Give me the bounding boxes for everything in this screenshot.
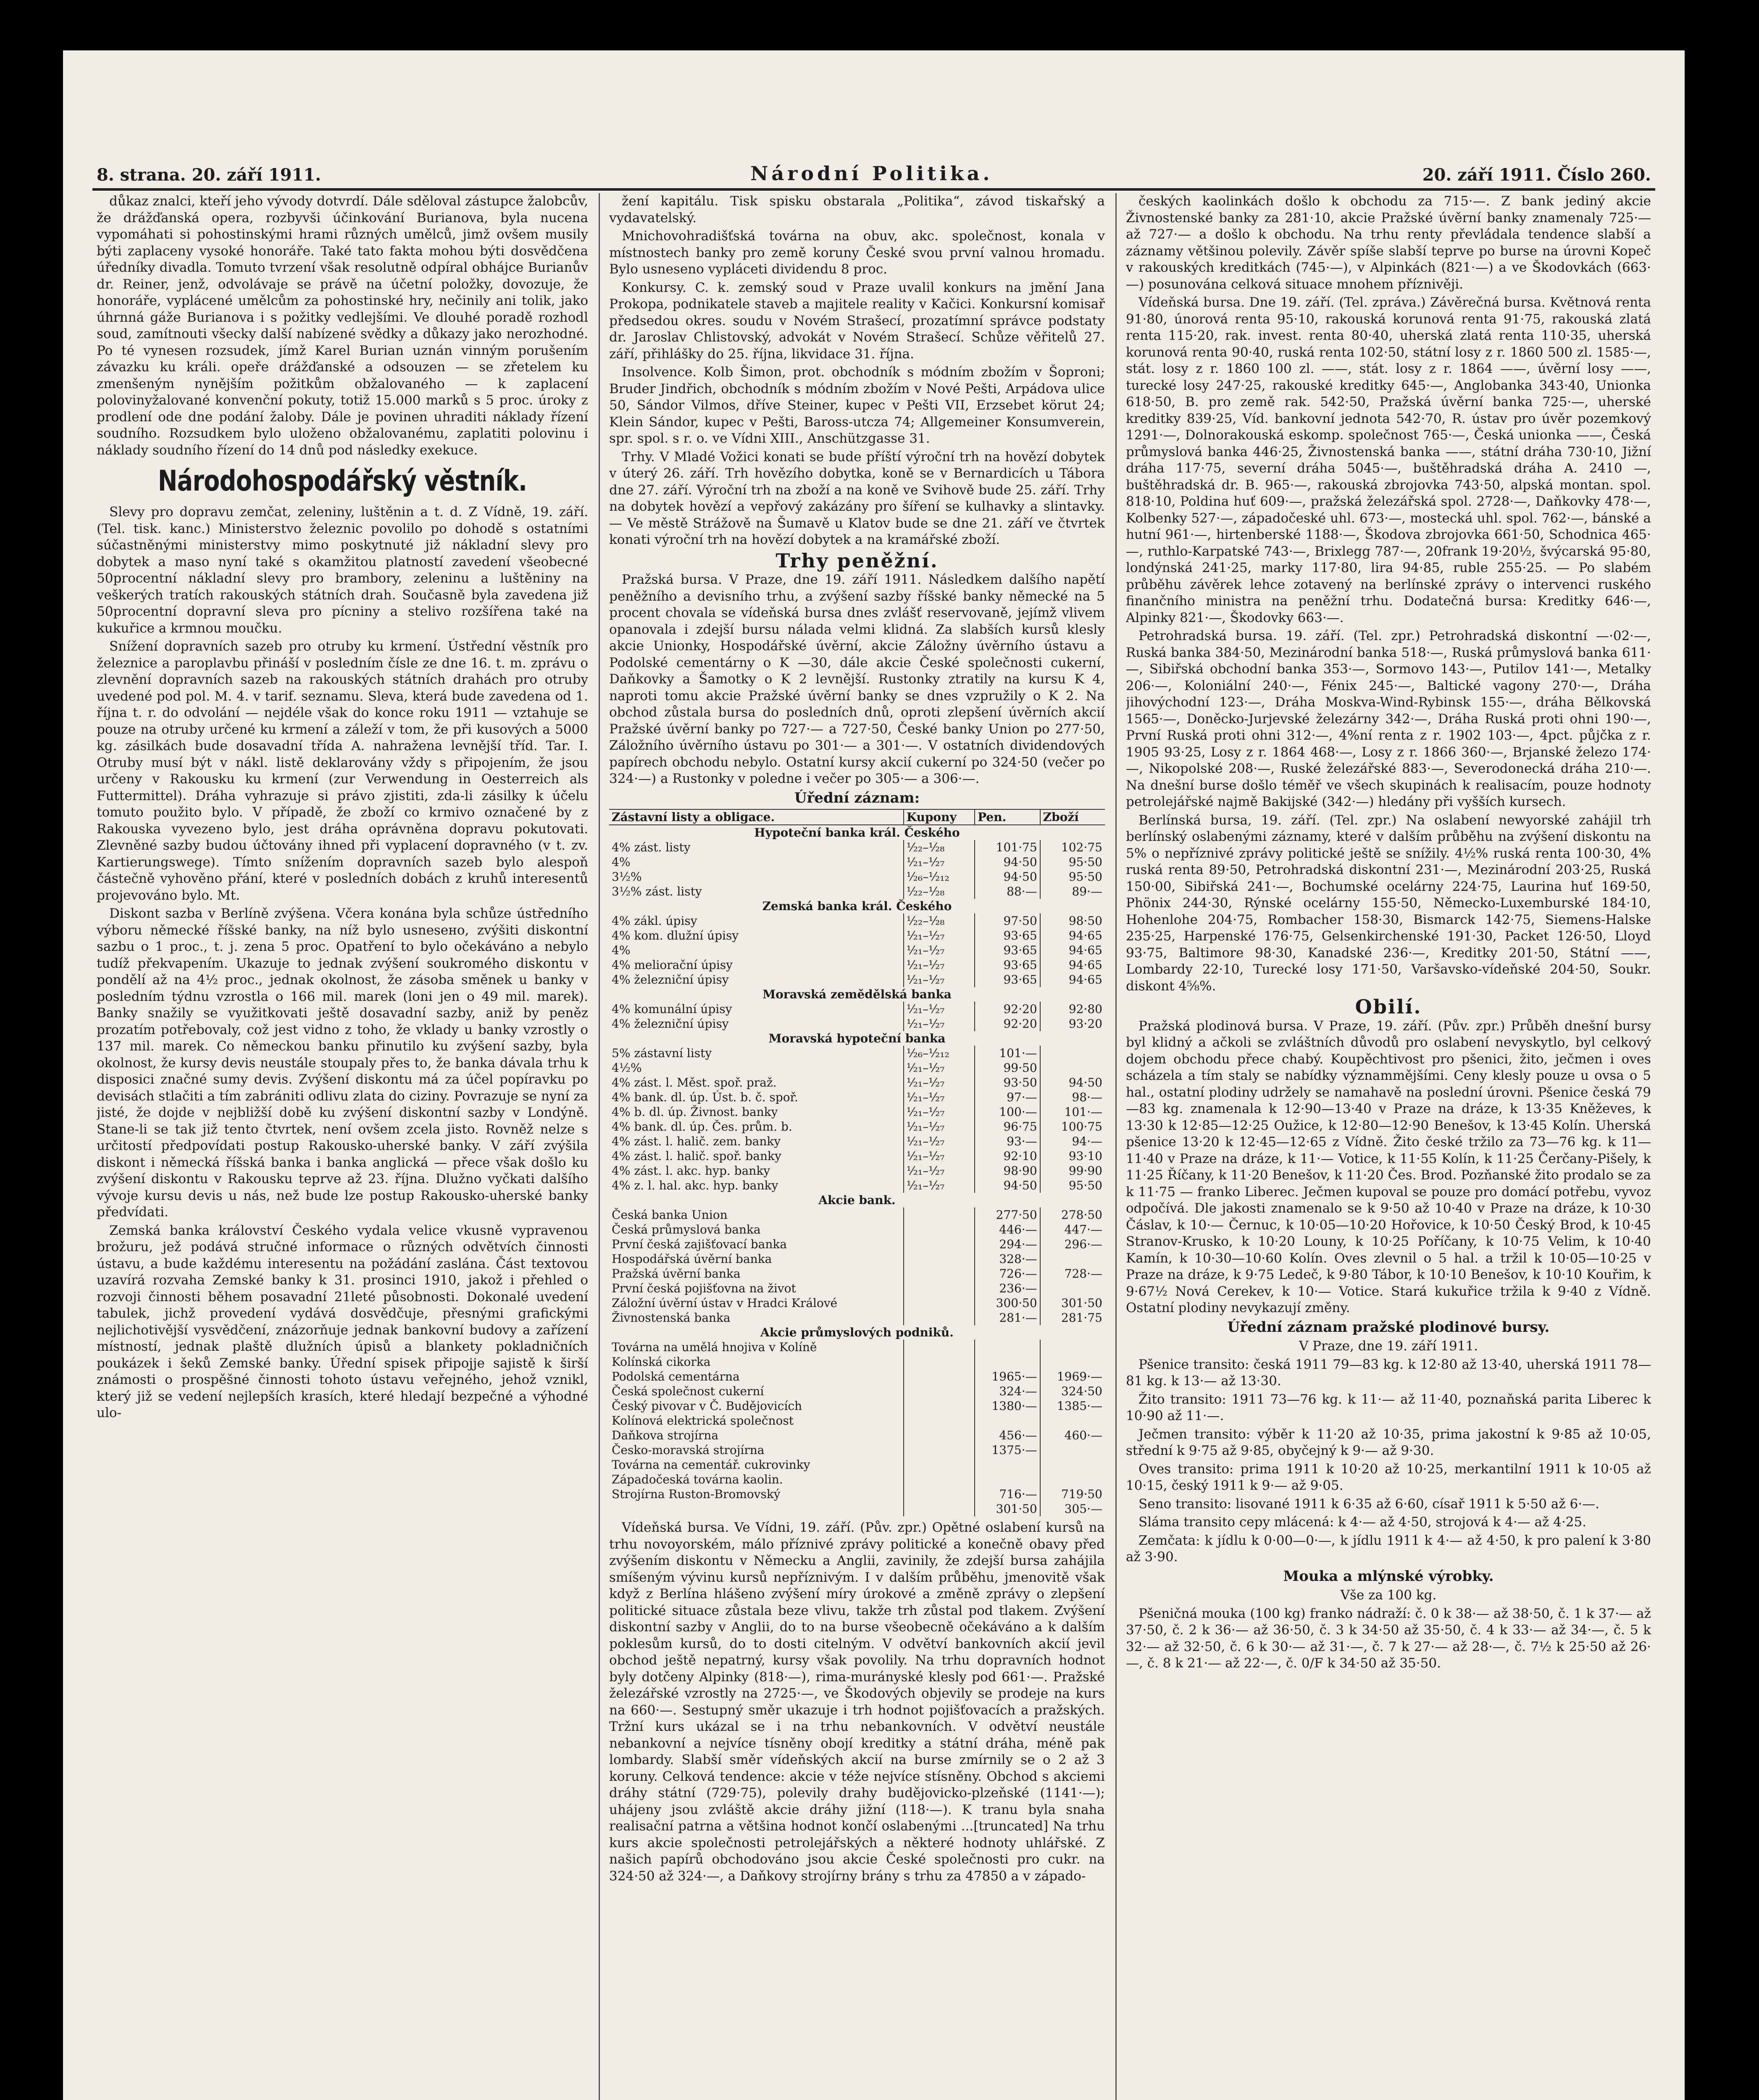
table-row [609,1149,1105,1163]
cell-bid: 93·65 [975,928,1040,943]
cell-bid: 97·50 [975,914,1040,928]
article-berlin-discount: Diskont sazba v Berlíně zvýšena. Včera konána byla schůze ústředního výboru německé říšské banky, na níž bylo usnesено, zvýšiti diskontní sazbu o 1 proc., t. j. zena 5 proc. Opatření to bylo očekáváno a nebylo tudíž překvapením. Ukazuje to jednak zvýšení soukromého diskontu v pondělí až na 4½ proc., jednak okolnost, že zásoba směnek u banky v posledním týdnu vzrostla o 166 mil. marek (loni jen o 49 mil. marek). Banky snažily se využitkovati ještě dosavadní sazby, aniž by peněz prozatím potřebovaly, což jest vidno z toho, že vklady u banky vzrostly o 137 mil. marek. Co německou banku přinutilo ku zvýšení sazby, byla okolnost, že kursy devis neustále stoupaly přes to, že banka dávala trhu k disposici značné sumy devis. Zvýšení diskontu má za účel popíravku po devisách stlačiti a tím zabrániti odlivu zlata do ciziny. Povrazuje se nyní za jisté, že dojde v nejbližší době ku zvýšení diskontní sazby v Londýně. Stane-li se tak již tento čtvrtek, není ovšem zcela jisto. Rovněž nelze s určitostí předpovídati postup Rakousko-uherské banky. V září zvýšila diskont i německá říšská banka i banka anglická — přece však došlo ku zvýšení diskontu v Rakousku teprve až 23. října. Dlužno vyčkati dalšího vývoje kursu devis u nás, než bude lze postup Rakousko-uherské banky předvídati. [97,906,588,1220]
cell-ask: 447·— [1040,1222,1105,1237]
column-3 [1126,193,1651,2100]
cell-coupon: ½₁–½₇ [904,1119,975,1134]
cell-coupon [904,1457,975,1472]
cell-bid: 92·20 [975,1016,1040,1031]
cell-name: 4% zákl. úpisy [612,914,697,928]
cell-ask [1040,1413,1105,1428]
heading-flour: Mouka a mlýnské výrobky. [1283,1567,1494,1585]
cell-bid: 726·— [975,1266,1040,1281]
cell-coupon: ½₁–½₇ [904,1178,975,1193]
cell-bid: 281·— [975,1310,1040,1325]
cell-name: 4% zást. l. akc. hyp. banky [612,1164,770,1178]
table-row [609,1266,1105,1281]
table-row [609,1002,1105,1016]
cell-bid: 99·50 [975,1060,1040,1075]
cell-bid: 1375·— [975,1443,1040,1457]
cell-bid: 716·— [975,1487,1040,1502]
cell-coupon: ½₂–½₈ [904,914,975,928]
cell-coupon: ½₁–½₇ [904,972,975,987]
cell-coupon: ½₁–½₇ [904,1149,975,1163]
group-label: Akcie bank. [818,1193,896,1207]
record-potatoes: Zemčata: k jídlu k 0·00—0·—, k jídlu 1911 k 4·— až 4·50, k pro palení k 3·80 až 3·90. [1126,1533,1651,1564]
page-header [97,155,1651,185]
cell-name: 4% [612,943,631,957]
cell-coupon: ½₁–½₇ [904,928,975,943]
article-insolvencies: Insolvence. Kolb Šimon, prot. obchodník s módním zbožím v Šoproni; Bruder Jindřich, obchodník s módním zbožím v Nové Pešti, Arpádova ulice 50, Sándor Vilmos, dříve Steiner, kupec v Pešti VII, Erzsebet körut 24; Klein Sándor, kupec v Pešti, Baross-utcza 74; Allgemeiner Konsumverein, spr. spol. s r. o. ve Vídni XIII., Anschützgasse 31. [609,365,1105,446]
cell-name: 4% zást. l. Měst. spoř. praž. [612,1076,777,1089]
cell-ask: 301·50 [1040,1296,1105,1310]
cell-bid: 93·50 [975,1075,1040,1090]
cell-ask [1040,1046,1105,1060]
cell-coupon: ½₁–½₇ [904,1075,975,1090]
cell-coupon: ½₆–½₁₂ [904,869,975,884]
table-row [609,1369,1105,1384]
masthead-title: Národní Politika. [750,162,993,185]
cell-name: 4% železniční úpisy [612,1017,729,1031]
cell-name: 4% meliorační úpisy [612,958,733,972]
group-label: Moravská hypoteční banka [768,1032,946,1045]
column-2 [609,193,1105,2100]
article-prague-bourse: Pražská bursa. V Praze, dne 19. září 1911. Následkem dalšího napětí peněžního a devisního trhu, a zvýšení sazby říšské banky německé na 5 procent chovala se vídeňská bursa dnes zvlášť reservovaně, jejímž vlivem opanovala i zdejší bursu nálada velmi klidná. Za slabších kursů klesly akcie Unionky, Hospodářské úvěrní, akcie Záložny úvěrního ústavu a Podolské cementárny o K —30, dále akcie České společnosti cukerní, Daňkovky a Šamotky o K 2 levnější. Rustonky ztratily na kursu K 4, naproti tomu akcie Pražské úvěrní banky se dnes vzpružily o K 2. Na obchod zůstala bursa do posledních dnů, oproti zlepšení úvěrních akcií Pražské úvěrní banky po 727·— a 727·50, České banky Union po 277·50, Záložního úvěrního ústavu po 301·— a 301·—. V ostatních dividendových papírech obchodu nebylo. Ostatní kursy akcií cukerní po 324·50 (večer po 324·—) a Rustonky v poledne i večer po 305·— a 306·—. [609,572,1105,786]
cell-name: 4% komunální úpisy [612,1002,732,1016]
cell-name: První česká pojišťovna na život [612,1281,796,1295]
cell-bid: 93·65 [975,943,1040,958]
table-row [609,1443,1105,1457]
cell-bid [975,1413,1040,1428]
cell-bid: 101·75 [975,840,1040,855]
cell-bid: 301·50 [975,1502,1040,1516]
cell-ask: 95·50 [1040,855,1105,869]
table-row [609,914,1105,928]
cell-coupon [904,1340,975,1354]
cell-bid: 277·50 [975,1208,1040,1222]
table-row [609,1090,1105,1105]
cell-coupon [904,1413,975,1428]
cell-ask: 93·20 [1040,1016,1105,1031]
cell-ask: 100·75 [1040,1119,1105,1134]
table-group-row [609,987,1105,1002]
table-row [609,1163,1105,1178]
cell-ask: 95·50 [1040,869,1105,884]
table-row [609,1060,1105,1075]
column-1 [97,193,588,2100]
th-name: Zástavní listy a obligace. [609,809,904,825]
cell-coupon: ½₁–½₇ [904,1105,975,1119]
section-title-economy: Národohospodářský věstník. [158,465,527,498]
record-barley: Ječmen transito: výběr k 11·20 až 10·35, prima jakostní k 9·85 až 10·05, střední k 9·75 až 9·85, obyčejný k 9·— až 9·30. [1126,1426,1651,1458]
cell-coupon [904,1281,975,1296]
record-rye: Žito transito: 1911 73—76 kg. k 11·— až 11·40, poznaňská parita Liberec k 10·90 až 11·—. [1126,1391,1651,1423]
cell-coupon [904,1208,975,1222]
table-row [609,1046,1105,1060]
cell-name: První česká zajišťovací banka [612,1237,787,1251]
cell-name: 4% b. dl. úp. Živnost. banky [612,1105,778,1119]
cell-ask [1040,1340,1105,1354]
article-vienna-continued: českých kaolinkách došlo k obchodu za 715·—. Z bank jediný akcie Živnostenské banky za 281·10, akcie Pražské úvěrní banky znamenaly 725·— až 727·— a došlo k obchodu. Na trhu renty převládala tendence slabší a záznamy většinou polevily. Závěr spíše slabší teprve po burse na úrovni Kopeč v rakouských kreditkách (745·—), v Alpinkách (821·—) a ve Škodovkách (663·—) posunována celková situace mnohem příznivěji. [1126,194,1651,292]
th-bid: Pen. [975,809,1040,825]
cell-ask: 94·65 [1040,943,1105,958]
table-row [609,943,1105,958]
table-group-row [609,899,1105,914]
table-row [609,1487,1105,1502]
cell-ask [1040,1060,1105,1075]
table-row [609,1134,1105,1149]
table-row [609,1016,1105,1031]
cell-ask: 94·65 [1040,972,1105,987]
cell-bid: 324·— [975,1384,1040,1399]
cell-ask: 296·— [1040,1237,1105,1252]
cell-name: Český pivovar v Č. Budějovicích [612,1399,802,1413]
cell-coupon [904,1222,975,1237]
table-row [609,1340,1105,1354]
group-label: Akcie průmyslových podniků. [760,1326,954,1339]
cell-name: 4% zást. l. halič. zem. banky [612,1134,781,1148]
cell-name [609,1502,904,1516]
flour-unit-note: Vše za 100 kg. [1340,1588,1437,1603]
cell-name: 4% z. l. hal. akc. hyp. banky [612,1179,778,1192]
header-right: 20. září 1911. Číslo 260. [1422,165,1651,185]
cell-ask: 102·75 [1040,840,1105,855]
cell-bid: 92·10 [975,1149,1040,1163]
table-row [609,1428,1105,1443]
cell-ask [1040,1281,1105,1296]
cell-bid: 94·50 [975,855,1040,869]
cell-bid: 93·65 [975,972,1040,987]
cell-ask: 305·— [1040,1502,1105,1516]
cell-ask [1040,1354,1105,1369]
cell-coupon [904,1310,975,1325]
th-coupons: Kupony [904,809,975,825]
table-row [609,1472,1105,1487]
article-vienna-close: Vídeňská bursa. Dne 19. září. (Tel. zpráva.) Závěrečná bursa. Květnová renta 91·80, únorová renta 95·10, rakouská korunová renta 91·75, rakouská zlatá renta 115·20, rak. invest. renta 80·40, uherská zlatá renta 110·35, uherská korunová renta 90·40, ruská renta 102·50, státní losy z r. 1860 500 zl. 1585·—, stát. losy z r. 1860 100 zl. ——, stát. losy z r. 1864 ——, úvěrní losy ——, turecké losy 247·25, rakouské kreditky 645·—, Anglobanka 343·40, Unionka 618·50, B. pro země rak. 542·50, Pražská úvěrní banka 725·—, uherské kreditky 839·25, Víd. bankovní jednota 542·70, R. ústav pro úvěr pozemkový 1291·—, Dolnorakouská eskomp. společnost 765·—, Česká unionka ——, Česká průmyslová banka 446·25, Živnostenská banka ——, státní dráha 730·10, Jižní dráha 117·75, severní dráha 5045·—, buštěhradská dráha A. 2410 —, buštěhradská dr. B. 965·—, rakouská zbrojovka 743·50, alpská montan. spol. 818·10, Poldina huť 609·—, pražská železářská spol. 2728·—, Daňkovky 478·—, Kolbenky 527·—, západočeské uhl. 673·—, mostecká uhl. spol. 762·—, bánské a hutní 961·—, hirtenberské 1188·—, Škodova zbrojovka 661·50, Schodnica 465·—, ruthlo-Karpatské 743·—, Brixlegg 787·—, 20frank 19·20½, švýcarská 95·80, londýnská 241·25, marky 117·80, lira 94·85, ruble 255·25. — Po slabém průběhu závěrek lehce zotavený na berlínské zprávy o intervenci ruského finančního ministra na peněžní trhu. Dodatečná bursa: Kreditky 646·—, Alpinky 821·—, Škodovky 663·—. [1126,295,1651,625]
cell-coupon [904,1428,975,1443]
cell-ask: 101·— [1040,1105,1105,1119]
cell-coupon: ½₂–½₈ [904,840,975,855]
cell-name: Továrna na umělá ⁠hnojiva v Kolíně [612,1340,817,1354]
cell-name: Živnostenská banka [612,1311,731,1325]
cell-name: 4% kom. dlužní úpisy [612,929,739,942]
cell-ask: 94·65 [1040,928,1105,943]
header-rule [92,188,1655,191]
article-berlin-bourse: Berlínská bursa, 19. září. (Tel. zpr.) Na oslabení newyorské zahájil trh berlínský oslabenými záznamy, které v dalším průběhu na zvýšení diskontu na 5% o nepříznivé zprávy politické ještě se snížily. 4½% ruská renta 100·30, 4% ruská renta 89·50, Petrohradská diskontní 231·—, Mezinárodní 203·25, Ruská 150·00, Sibiřská 241·—, Bochumské ocelárny 224·75, Laurina huť 169·50, Phönix 244·30, Rýnské ocelárny 155·50, Německo-Luxemburské 184·10, Hohenlohe 204·75, Rombacher 158·30, Bismarck 142·75, Siemens-Halske 235·25, Harpenské 176·75, Gelsenkirchenské 191·30, Packet 126·50, Lloyd 93·75, Baltimore 98·30, Kanadské 236·—, Kreditky 201·50, Státní ——, Lombardy 22·10, Turecké losy 171·50, Varšavsko-vídeňské 204·50, Soukr. diskont 4⅝%. [1126,812,1651,994]
cell-coupon [904,1502,975,1516]
table-row [609,855,1105,869]
cell-ask: 1385·— [1040,1399,1105,1413]
cell-bid: 294·— [975,1237,1040,1252]
article-print-note: žení kapitálu. Tisk spisku obstarala „Politika“, závod tiskařský a vydavatelský. [609,194,1105,226]
cell-coupon: ½₁–½₇ [904,958,975,972]
cell-ask: 93·10 [1040,1149,1105,1163]
cell-name: Strojírna Ruston-Bromovský [612,1487,781,1501]
cell-name: 4% železniční úpisy [612,973,729,987]
table-row [609,1075,1105,1090]
cell-ask: 324·50 [1040,1384,1105,1399]
cell-name: Česká průmyslová banka [612,1223,761,1236]
cell-name: Kolínová elektrická společnost [612,1414,794,1428]
article-produce-bourse: Pražská plodinová bursa. V Praze, 19. září. (Pův. zpr.) Průběh dnešní bursy byl klidný a ačkoli se zvláštních důvodů pro oslabení nevyskytlo, byl celkový dojem obchodu přece chabý. Koupěchtivost pro pšenici, žito, ječmen i oves scházela a tím staly se nabídky význammějšími. Ceny klesly pouze u ovsa o 5 hal., ostatní plodiny udržely se namahavě na poslední úrovni. Pšenice česká 79—83 kg. znamenala k 12·90—13·40 v Praze na dráze, k 13·35 Kněževes, k 13·30 k 12·85—12·25 Oužice, k 12·80—12·90 Benešov, k 13·45 Kolín. Uherská pšenice 13·20 k 12·45—12·65 z Vídně. Žito české tržilo za 73—76 kg. k 11—11·40 v Praze na dráze, k 11·— Votice, k 11·55 Kolín, k 11·25 Čerčany-Pišely, k 11·25 Říčany, k 11·20 Benešov, k 11·20 Čes. Brod. Pozňanské žito prodalo se za k 11·75 — franko Liberec. Ječmen kupoval se pouze pro domácí potřebu, vyvoz odpočívá. Dle jakosti znamenalo se k 9·50 až 10·40 v Praze na dráze, k 10·30 Čáslav, k 10·— Černuc, k 10·05—10·20 Hořovice, k 10·50 Český Brod, k 10·45 Stranov-Krusko, k 10·20 Louny, k 10·25 Poříčany, k 10·75 Velim, k 10·40 Kamín, k 10·30—10·60 Kolín. Oves zlevnil o 5 hal. a tržil k 10·05—10·25 v Praze na dráze, k 9·75 Ledeč, k 9·80 Tábor, k 10·10 Benešov, k 10·10 Kouřim, k 9·67½ Nová Cerekev, k 10·— Votice. Stará kukuřice tržila k 9·40 z Vídně. Ostatní plodiny nevykazují změny. [1126,1018,1651,1315]
cell-bid: 446·— [975,1222,1040,1237]
cell-bid: 236·— [975,1281,1040,1296]
table-row [609,1502,1105,1516]
cell-name: Česká společnost cukerní [612,1384,764,1398]
table-row [609,1208,1105,1222]
cell-coupon [904,1296,975,1310]
table-row [609,1222,1105,1237]
table-row [609,1384,1105,1399]
heading-official-record: Úřední záznam: [794,789,920,806]
record-hay: Seno transito: lisované 1911 k 6·35 až 6·60, císař 1911 k 5·50 až 6·—. [1138,1496,1599,1512]
cell-name: 5% zástavní listy [612,1046,712,1060]
cell-coupon: ½₁–½₇ [904,1060,975,1075]
heading-money-markets: Trhy peněžní. [776,549,939,572]
cell-ask: 94·— [1040,1134,1105,1149]
table-row [609,958,1105,972]
cell-ask [1040,1443,1105,1457]
cell-ask [1040,1252,1105,1266]
table-group-row [609,825,1105,840]
table-row [609,1105,1105,1119]
group-label: Zemská banka král. Českého [762,899,952,913]
cell-name: Daňkova strojírna [612,1428,719,1442]
table-row [609,1119,1105,1134]
cell-ask: 98·50 [1040,914,1105,928]
table-row [609,884,1105,899]
table-row [609,1457,1105,1472]
cell-name: 4% bank. dl. úp. Čes. prům. b. [612,1120,792,1134]
article-land-bank: Zemská banka království Českého vydala velice vkusně vypravenou brožuru, jež podává stručné informace o různých odvětvích činnosti ústavu, a bude každému interesentu na požádání zaslána. Část textovou uzavírá rozvaha Zemské banky k 31. prosinci 1910, jakož i přehled o rozvoji činnosti během posavadní 21leté působnosti. Dokonalé uvedení tabulek, jichž provedení vydává dosvědčuje, přesnými grafickými nejlichotivější vysvědčení, znázorňuje jednak bankovní budovy a zařízení místností, jednak plaště dlužních úpisů a blankety pokladničních poukázek i šeků Zemské banky. Úřední spisek připojje sajistě k širší známosti o prospěšné činnosti tohoto ústavu veřejného, jehož vznikl, který již se vedení nejlepších krasích, které hledají bezpečné a výhodné ulo- [97,1223,588,1420]
cell-name: Hospodářská úvěrní banka [612,1252,772,1266]
cell-coupon [904,1472,975,1487]
record-wheat-flour: Pšeničná mouka (100 kg) franko nádraží: č. 0 k 38·— až 38·50, č. 1 k 37·— až 37·50, č. 2 k 36·— až 36·50, č. 3 k 34·50 až 35·50, č. 4 k 33·— až 34·—, č. 5 k 32·— až 32·50, č. 6 k 30·— až 31·—, č. 7 k 27·— až 28·—, č. 7½ k 25·50 až 26·—, č. 8 k 21·— až 22·—, č. 0/F k 34·50 až 35·50. [1126,1606,1651,1671]
record-oats: Oves transito: prima 1911 k 10·20 až 10·25, merkantilní 1911 k 10·05 až 10·15, český 1911 k 9·— až 9·05. [1126,1461,1651,1493]
cell-coupon: ½₆–½₁₂ [904,1046,975,1060]
table-row [609,1310,1105,1325]
cell-ask: 278·50 [1040,1208,1105,1222]
cell-ask: 92·80 [1040,1002,1105,1016]
cell-coupon: ½₁–½₇ [904,943,975,958]
cell-bid [975,1457,1040,1472]
article-vienna-bourse: Vídeňská bursa. Ve Vídni, 19. září. (Pův. zpr.) Opětné oslabení kursů na trhu novoyorském, málo příznivé zprávy politické a konečně obavy před zvýšením diskontu v Německu a Anglii, zavinily, že zdejší bursa zahájila smíšeným vývinu kursů nepříznivým. I v dalším průběhu, jmenovitě však když z Berlína hlášeno zvýšení míry úrokové a změně zprávy o zlepšení politické situace zůstala beze vlivu, takže trh zůstal pod tlakem. Zvýšení diskontní sazby v Anglii, do to na burse všeobecně očekáváno a k dalším poklesům kursů, do to dosti citelným. V odvětví bankovních akcií jevil obchod ještě nepatrný, kursy však povolily. Na trhu dopravních hodnot byly dotčeny Alpinky (818·—), rima-murányské klesly pod 661·—. Pražské železářské vzrostly na 2725·—, ve Škodových objevily se prodeje na kurs na 660·—. Sestupný směr ukazuje i trh hodnot pojišťovacích a pražských. Tržní kurs ukázal se i na trhu nebankovních. V odvětví neustále nebankovní a nejvíce tísněny obojí kreditky a státní dráha, méně pak lombardy. Slabší směr vídeňských akcií na burse zmírnily se o 2 až 3 koruny. Celková tendence: akcie v téže nejvíce stísněny. Obchod s akciemi dráhy státní (729·75), polevily drahy budějovicko-plzeňské (1141·—); uhájeny jsou zvláště akcie dráhy jižní (118·—). K tranu byla snaha realisační patrna a většina hodnot končí oslabenými ...[truncated] Na trhu kurs akcie společnosti petrolejářských a některé hodnoty uhlářské. Z našich papírů obchodováno jsou akcie České společnosti pro cukr. na 324·50 až 324·—, a Daňkovy strojírny brány s trhu za 47850 a v západo- [609,1520,1105,1884]
cell-coupon: ½₁–½₇ [904,1134,975,1149]
article-burian-verdict: důkaz znalci, kteří jeho vývody dotvrdí. Dále sděloval zástupce žalobcův, že drážďanská opera, rozbyvši účinkování Burianova, byla nucena vypomáhati si pohostinskými hrami různých umělců, jimž ovšem musily býti zaplaceny vysoké honoráře. Také tato fakta mohou býti dosvědčena úředníky divadla. Tomuto tvrzení však resolutně odpíral obhájce Burianův dr. Reiner, jenž, odvolávaje se právě na účetní položky, dovozuje, že honoráře, vyplácené umělcům za pohostinské hry, nečinily ani tolik, jako úhrnná gáže Burianova i s požitky vedlejšími. Ve dlouhé poradě rozhodl soud, zamítnouti všecky další nabízené svědky a důkazy jako nerozhodné. Po té vynesen rozsudek, jímž Karel Burian uznán vinným porušením závazku ku králi. opeře drážďanské a odsouzen — se zřetelem ku zmenšeným nynějším požitkům obžalovaného — k zaplacení polovinyžalované konvenční pokuty, totiž 15.000 marků s 5 proc. úroky z prodlení ode dne podání žaloby. Dále je povinen uhraditi náklady řízení soudního. Rozsudkem bylo uloženo obžalovanému, zaplatiti polovinu i náklady soudního řízení do 14 dnů pod následky exekuce. [97,194,588,458]
table-row [609,840,1105,855]
cell-name: 4% bank. dl. úp. Úst. b. č. spoř. [612,1090,798,1104]
cell-bid: 92·20 [975,1002,1040,1016]
column-divider-1 [599,193,600,2100]
cell-name: Továrna na cementář. cukrovinky [612,1458,810,1472]
table-row [609,1281,1105,1296]
cell-ask: 89·— [1040,884,1105,899]
cell-bid: 328·— [975,1252,1040,1266]
cell-ask: 1969·— [1040,1369,1105,1384]
table-row [609,928,1105,943]
cell-bid: 300·50 [975,1296,1040,1310]
cell-coupon [904,1354,975,1369]
cell-bid: 1965·— [975,1369,1040,1384]
table-row [609,1178,1105,1193]
cell-ask: 281·75 [1040,1310,1105,1325]
record-date: V Praze, dne 19. září 1911. [1299,1339,1478,1354]
cell-bid: 1380·— [975,1399,1040,1413]
cell-coupon [904,1252,975,1266]
column-divider-2 [1115,193,1117,2100]
cell-bid: 100·— [975,1105,1040,1119]
cell-bid: 93·65 [975,958,1040,972]
cell-coupon [904,1266,975,1281]
cell-ask: 728·— [1040,1266,1105,1281]
cell-name: 4% [612,855,631,869]
cell-name: Pražská úvěrní banka [612,1267,741,1281]
securities-table [609,809,1105,1516]
cell-name: 4% zást. l. halič. spoř. banky [612,1149,781,1163]
article-markets: Trhy. V Mladé Vožici konati se bude příští výroční trh na hovězí dobytek v úterý 26. září. Trh hovězího dobytka, koně se v Bernardicích u Tábora dne 27. září. Výroční trh na zboží a na koně ve Svihově bude 25. září. Trhy na dobytek hovězí a vepřový zakázány pro šíření se kulhavky a slintavky. — Ve městě Strážově na Šumavě u Klatov bude se dne 21. září ve čtvrtek konati výroční trh na hovězí dobytek a na kramářské zboží. [609,449,1105,547]
table-row [609,1399,1105,1413]
cell-bid: 88·— [975,884,1040,899]
cell-coupon [904,1399,975,1413]
cell-ask: 719·50 [1040,1487,1105,1502]
table-group-row [609,1031,1105,1046]
cell-name: 4½% [612,1061,642,1075]
heading-grain: Obilí. [1355,995,1422,1018]
cell-bid: 93·— [975,1134,1040,1149]
cell-coupon: ½₁–½₇ [904,855,975,869]
securities-table-header [609,809,1105,825]
cell-name: Česko-moravská strojírna [612,1443,765,1457]
cell-bid [975,1354,1040,1369]
table-row [609,1354,1105,1369]
cell-coupon: ½₁–½₇ [904,1002,975,1016]
table-group-row [609,1325,1105,1340]
cell-coupon [904,1487,975,1502]
cell-ask: 95·50 [1040,1178,1105,1193]
article-shoe-factory: Mnichovohradišťská továrna na obuv, akc. společnost, konala v místnostech banky pro země koruny České svou první valnou hromadu. Bylo usneseno vypláceti dividendu 8 proc. [609,228,1105,277]
cell-bid: 94·50 [975,1178,1040,1193]
table-row [609,1237,1105,1252]
cell-name: Kolínská cikorka [612,1355,711,1369]
cell-name: 3½% zást. listy [612,885,702,898]
group-label: Hypoteční banka král. Českého [754,826,960,840]
cell-coupon: ½₂–½₈ [904,884,975,899]
article-transport-discounts: Slevy pro dopravu zemčat, zeleniny, luštěnin a t. d. Z Vídně, 19. září. (Tel. tisk. kanc.) Ministerstvo železnic povolilo po dohodě s ostatními súčastněnými ministerstvy mimo poskytnuté již nákladní slevy pro dobytek a maso nyní také s okamžitou platností zavedení všeobecné 50procentní nákladní slevy pro brambory, zeleninu a luštěniny na veškerých tratích rakouských státních drah. Současně byla zavedena již 50procentní dopravní sleva pro pícniny a stelivo rozšířena také na kukuřice a krmnou moučku. [97,504,588,636]
cell-coupon: ½₁–½₇ [904,1163,975,1178]
cell-name: Západočeská továrna kaolin. [612,1473,783,1486]
cell-bid [975,1340,1040,1354]
header-left: 8. strana. 20. září 1911. [97,165,321,185]
table-group-row [609,1193,1105,1208]
cell-name: Česká banka Union [612,1208,728,1222]
article-petersburg: Petrohradská bursa. 19. září. (Tel. zpr.) Petrohradská diskontní —·02·—, Ruská banka 384·50, Mezinárodní banka 518·—, Ruská průmyslová banka 611·—, Sibiřská obchodní banka 353·—, Sormovo 143·—, Putilov 141·—, Metalky 206·—, Koloniální 240·—, Fénix 245·—, Baltické vagony 270·—, Dráha jihovýchodní 123·—, Dráha Moskva-Wind-Rybinsk 155·—, dráha Bělkovská 1565·—, Doněcko-Jurjevské železárny 342·—, Dráha Ruská proti ohni 190·—, První Ruská proti ohni 312·—, 4%ní renta z r. 1902 103·—, 4pct. půjčka z r. 1905 93·25, Losy z r. 1864 468·—, Losy z r. 1866 360·—, Brjanské železo 174·—, Nikopolské 208·—, Ruské železářské 883·—, Severodonecká dráha 210·—. Na dnešní burse došlo téměř ve všech skupinách k realisacím, pouze hodnoty petrolejářské najmě Bakijské (342·—) hledány při vyšších kursech. [1126,628,1651,809]
cell-coupon [904,1384,975,1399]
cell-bid: 97·— [975,1090,1040,1105]
cell-ask [1040,1472,1105,1487]
newspaper-page [63,50,1685,2100]
table-row [609,1252,1105,1266]
article-bran-rates: Snížení dopravních sazeb pro otruby ku krmení. Ústřední věstník pro železnice a paroplavbu přináší v posledním čísle ze dne 16. t. m. zprávu o zlevnění dopravních sazeb na rakouských státních drahách pro otruby uvedené pod pol. M. 4. v tarif. seznamu. Sleva, která bude zavedena od 1. října t. r. do odvolání — nejdéle však do konce roku 1911 — vztahuje se pouze na otruby určené ku krmení a záleží v tom, že při kusových a 5000 kg. zásilkách bude dosavadní třída A. nahražena levnější tříd. Tar. I. Otruby musí být v nákl. listě deklarovány vždy s připojením, že jsou určeny v Rakousku ku krmení (zur Verwendung in Oesterreich als Futtermittel). Dráha vyhrazuje si právo zjistiti, zda-li zásilky k účelu tomuto použito bylo. V případě, že zboží co krmivo označené by z Rakouska vyvezeno bylo, jest dráha oprávněna dopravu pokutovati. Zlevněné sazby budou účtovány ihned při vyplacení dopravného (v t. zv. Kartierungswege). Tímto snížením dopravních sazeb bylo alespoň částečně vyhověno přání, které v posledních dobách z kruhů interesentů projevováno bylo. Mt. [97,639,588,903]
cell-name: Záložní úvěrní ústav v Hradci Králové [612,1296,838,1310]
table-row [609,972,1105,987]
article-bankruptcies: Konkursy. C. k. zemský soud v Praze uvalil konkurs na jmění Jana Prokopa, podnikatele staveb a majitele reality v Kačici. Konkursní komisař předsedou okres. soudu v Novém Strašecí, prozatímní správce podstaty dr. Jaroslav Chlistovský, advokát v Novém Strašecí. Schůze věřitelů 27. září, přihlášky do 25. října, likvidace 31. října. [609,280,1105,362]
cell-coupon [904,1237,975,1252]
record-straw: Sláma transito cepy mlácená: k 4·— až 4·50, strojová k 4·— až 4·25. [1138,1515,1587,1530]
record-wheat: Pšenice transito: česká 1911 79—83 kg. k 12·80 až 13·40, uherská 1911 78—81 kg. k 13·— až 13·30. [1126,1357,1651,1389]
cell-name: 4% zást. listy [612,840,691,854]
cell-ask [1040,1457,1105,1472]
table-row [609,869,1105,884]
cell-bid: 96·75 [975,1119,1040,1134]
cell-ask: 460·— [1040,1428,1105,1443]
cell-ask: 94·65 [1040,958,1105,972]
cell-bid: 94·50 [975,869,1040,884]
cell-coupon: ½₁–½₇ [904,1016,975,1031]
group-label: Moravská zemědělská banka [762,987,952,1001]
cell-ask: 99·90 [1040,1163,1105,1178]
table-row [609,1296,1105,1310]
cell-bid: 101·— [975,1046,1040,1060]
cell-bid [975,1472,1040,1487]
cell-coupon [904,1369,975,1384]
cell-bid: 456·— [975,1428,1040,1443]
cell-coupon: ½₁–½₇ [904,1090,975,1105]
cell-ask: 94·50 [1040,1075,1105,1090]
table-row [609,1413,1105,1428]
cell-name: Podolská cementárna [612,1370,740,1383]
th-ask: Zboží [1040,809,1105,825]
cell-name: 3½% [612,870,642,884]
cell-ask: 98·— [1040,1090,1105,1105]
cell-bid: 98·90 [975,1163,1040,1178]
heading-produce-record: Úřední záznam pražské plodinové bursy. [1227,1318,1550,1336]
cell-coupon [904,1443,975,1457]
